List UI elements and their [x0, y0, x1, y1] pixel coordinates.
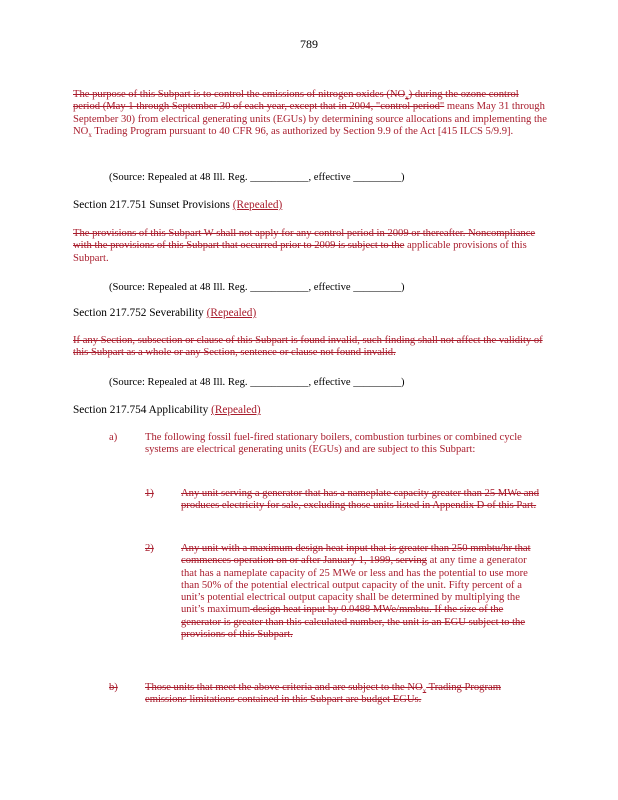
sunset-paragraph: [73, 228, 548, 265]
severability-struck-text: If any Section, subsection or clause of this Subpart is found invalid, such finding shall not affect the validity of this Subpart as a whole or any Section, sentence or clause not found invalid.: [73, 335, 543, 359]
purpose-struck-sub: x: [405, 94, 409, 103]
section-heading-752: [73, 306, 256, 320]
item-a-text: The following fossil fuel-fired stationary boilers, combustion turbines or combined cycle systems are electrical generating units (EGUs) and are subject to this Subpart:: [145, 432, 522, 456]
section-heading-751: [73, 198, 282, 212]
item-2-text: [181, 543, 543, 641]
source-note: (Source: Repealed at 48 Ill. Reg. ___________, effective _________): [109, 282, 405, 293]
item-b-text-part-2: Trading Program emissions limitations contained in this Subpart are budget EGUs.: [145, 682, 501, 706]
page-number: 789: [300, 37, 318, 51]
item-2-struck-text: Any unit with a maximum design heat input that is greater than 250 mmbtu/hr that commences operation on or after January 1, 1999, serving: [181, 543, 531, 567]
item-b-text-part: Those units that meet the above criteria and are subject to the NO: [145, 682, 423, 693]
item-label-1: 1): [145, 488, 154, 499]
purpose-struck-text: The purpose of this Subpart is to control the emissions of nitrogen oxides (NO: [73, 89, 406, 100]
source-note: (Source: Repealed at 48 Ill. Reg. ___________, effective _________): [109, 172, 405, 183]
item-b-sub: x: [422, 687, 427, 696]
source-note: (Source: Repealed at 48 Ill. Reg. ___________, effective _________): [109, 377, 405, 388]
item-label-b: b): [109, 682, 118, 693]
purpose-paragraph: [73, 89, 548, 138]
repealed-tag: (Repealed): [232, 199, 283, 211]
sunset-struck-text: The provisions of this Subpart W shall not apply for any control period in 2009 or thereafter. Noncompliance with the provisions of this Subpart that occurred prior to 2009 is subject to the: [73, 228, 536, 252]
item-1-text: Any unit serving a generator that has a nameplate capacity greater than 25 MWe and produces electricity for sale, excluding those units listed in Appendix D of this Part.: [181, 488, 540, 512]
section-heading-754: [73, 403, 261, 417]
section-title: Section 217.752 Severability: [73, 307, 204, 319]
item-label-a: a): [109, 432, 118, 443]
purpose-plain-text-2: Trading Program pursuant to 40 CFR 96, as authorized by Section 9.9 of the Act [415 ILCS 5/9.9].: [91, 125, 514, 137]
item-label-2: 2): [145, 543, 154, 554]
severability-paragraph: [73, 335, 548, 360]
item-2-struck-text-2: design heat input by 0.0488 MWe/mmbtu. If the size of the generator is greater than this calculated number, the unit is an EGU subject to the provisions of this Subpart.: [181, 604, 526, 641]
repealed-tag: (Repealed): [206, 307, 257, 319]
item-b-text: [145, 682, 540, 707]
section-title: Section 217.754 Applicability: [73, 404, 209, 416]
sunset-plain-text: applicable provisions of this Subpart.: [73, 240, 527, 264]
purpose-struck-text-2: ) during the ozone control period (May 1 through September 30 of each year, except that in 2004, "control period": [73, 89, 519, 113]
purpose-plain-sub: x: [88, 131, 92, 139]
repealed-tag: (Repealed): [211, 404, 261, 416]
purpose-plain-text: means May 31 through September 30) from electrical generating units (EGUs) by determining source allocations and implementing the NO: [73, 101, 547, 137]
item-2-plain-text: at any time a generator that has a nameplate capacity of 25 MWe or less and has the potential to use more than 50% of the potential electrical output capacity of the unit. Fifty percent of a unit’s potential electrical output capacity shall be determined by multiplying the unit’s maximum: [181, 555, 528, 616]
section-title: Section 217.751 Sunset Provisions: [73, 199, 230, 211]
